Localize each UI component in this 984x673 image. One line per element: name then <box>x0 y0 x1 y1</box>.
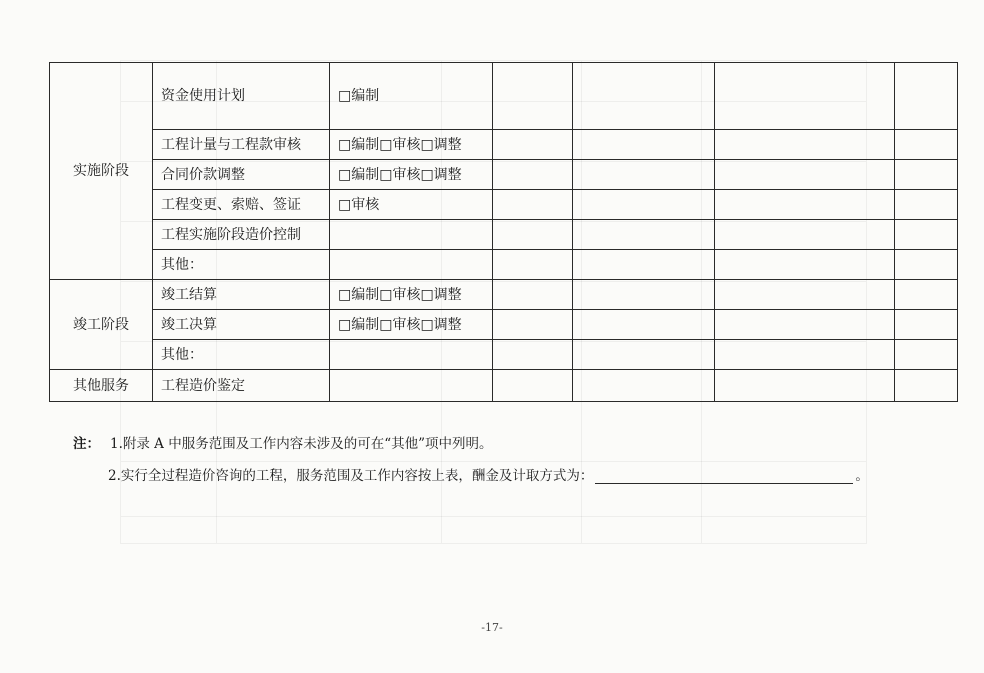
options-cell <box>330 220 493 250</box>
empty-cell <box>573 130 715 160</box>
empty-cell <box>715 220 895 250</box>
empty-cell <box>715 340 895 370</box>
table-row <box>50 310 958 340</box>
table-row <box>50 130 958 160</box>
empty-cell <box>493 160 573 190</box>
empty-cell <box>715 370 895 402</box>
empty-cell <box>493 130 573 160</box>
page-number: -17- <box>481 621 503 634</box>
empty-cell <box>715 190 895 220</box>
empty-cell <box>715 310 895 340</box>
item-cell: 其他： <box>153 340 330 370</box>
empty-cell <box>895 190 958 220</box>
empty-cell <box>493 310 573 340</box>
empty-cell <box>895 220 958 250</box>
item-cell: 工程变更、索赔、签证 <box>153 190 330 220</box>
options-cell <box>330 340 493 370</box>
empty-cell <box>895 130 958 160</box>
empty-cell <box>493 220 573 250</box>
item-cell: 工程计量与工程款审核 <box>153 130 330 160</box>
empty-cell <box>895 160 958 190</box>
note-2-text: 2.实行全过程造价咨询的工程，服务范围及工作内容按上表，酬金及计取方式为： <box>108 468 594 484</box>
note-2-suffix: 。 <box>855 468 869 484</box>
fill-in-blank-line <box>595 469 853 484</box>
table-row <box>50 370 958 402</box>
empty-cell <box>715 250 895 280</box>
table-row <box>50 190 958 220</box>
table-row <box>50 220 958 250</box>
item-cell: 工程造价鉴定 <box>153 370 330 402</box>
table-row <box>50 160 958 190</box>
empty-cell <box>715 280 895 310</box>
item-cell: 合同价款调整 <box>153 160 330 190</box>
options-cell: □编制□审核□调整 <box>330 310 493 340</box>
empty-cell <box>895 280 958 310</box>
empty-cell <box>573 340 715 370</box>
empty-cell <box>573 160 715 190</box>
empty-cell <box>573 220 715 250</box>
item-cell: 资金使用计划 <box>153 63 330 130</box>
options-cell <box>330 250 493 280</box>
empty-cell <box>895 340 958 370</box>
item-cell: 竣工决算 <box>153 310 330 340</box>
empty-cell <box>895 250 958 280</box>
service-scope-table <box>49 62 958 402</box>
options-cell: □编制□审核□调整 <box>330 280 493 310</box>
note-1-text: 1.附录 A 中服务范围及工作内容未涉及的可在“其他”项中列明。 <box>110 436 493 452</box>
empty-cell <box>573 63 715 130</box>
empty-cell <box>573 310 715 340</box>
stage-cell-implementation: 实施阶段 <box>50 63 153 280</box>
table-row <box>50 63 958 130</box>
empty-cell <box>573 280 715 310</box>
empty-cell <box>573 370 715 402</box>
stage-cell-completion: 竣工阶段 <box>50 280 153 370</box>
empty-cell <box>493 280 573 310</box>
table-row <box>50 340 958 370</box>
empty-cell <box>493 63 573 130</box>
empty-cell <box>493 250 573 280</box>
item-cell: 工程实施阶段造价控制 <box>153 220 330 250</box>
table-row <box>50 280 958 310</box>
options-cell: □编制 <box>330 63 493 130</box>
empty-cell <box>715 160 895 190</box>
note-line-2 <box>108 464 869 484</box>
empty-cell <box>493 340 573 370</box>
empty-cell <box>493 190 573 220</box>
empty-cell <box>573 190 715 220</box>
options-cell: □审核 <box>330 190 493 220</box>
empty-cell <box>895 370 958 402</box>
empty-cell <box>895 310 958 340</box>
empty-cell <box>573 250 715 280</box>
stage-cell-other-services: 其他服务 <box>50 370 153 402</box>
notes-label: 注： <box>73 436 100 452</box>
item-cell: 其他： <box>153 250 330 280</box>
options-cell <box>330 370 493 402</box>
options-cell: □编制□审核□调整 <box>330 130 493 160</box>
empty-cell <box>895 63 958 130</box>
empty-cell <box>493 370 573 402</box>
table-row <box>50 250 958 280</box>
item-cell: 竣工结算 <box>153 280 330 310</box>
empty-cell <box>715 130 895 160</box>
empty-cell <box>715 63 895 130</box>
note-line-1 <box>73 432 493 452</box>
options-cell: □编制□审核□调整 <box>330 160 493 190</box>
